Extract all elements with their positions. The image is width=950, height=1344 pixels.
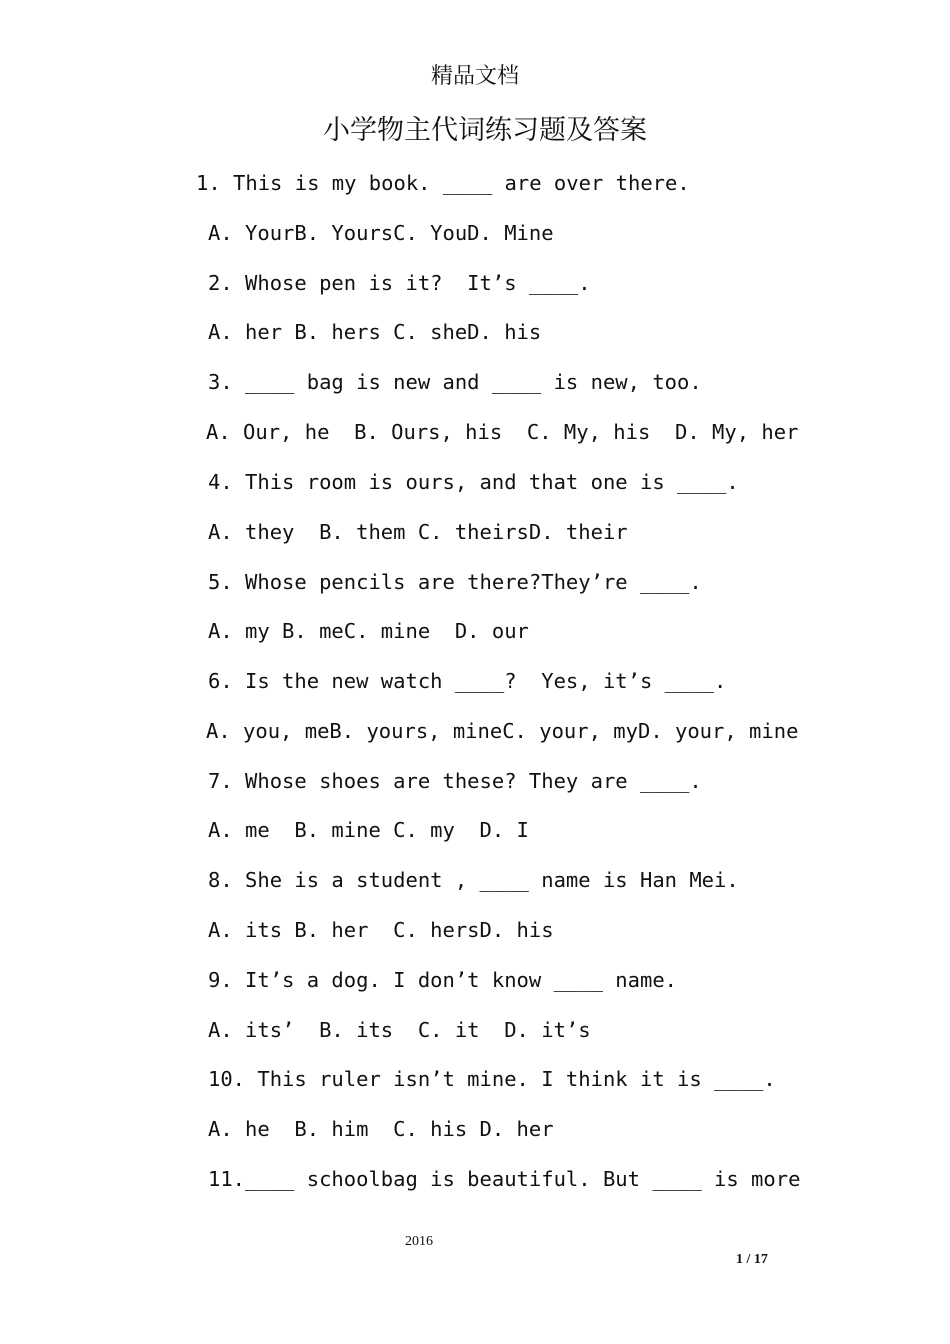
question-1: 1. This is my book. ____ are over there. bbox=[196, 171, 690, 195]
question-3: 3. ____ bag is new and ____ is new, too. bbox=[208, 370, 702, 394]
options-3: A. Our, he B. Ours, his C. My, his D. My, her bbox=[206, 420, 799, 444]
question-5: 5. Whose pencils are there?They’re ____. bbox=[208, 570, 702, 594]
options-5: A. my B. meC. mine D. our bbox=[208, 619, 529, 643]
question-9: 9. It’s a dog. I don’t know ____ name. bbox=[208, 968, 677, 992]
options-8: A. its B. her C. hersD. his bbox=[208, 918, 554, 942]
question-10: 10. This ruler isn’t mine. I think it is ____. bbox=[208, 1067, 776, 1091]
options-4: A. they B. them C. theirsD. their bbox=[208, 520, 628, 544]
options-2: A. her B. hers C. sheD. his bbox=[208, 320, 542, 344]
question-11: 11.____ schoolbag is beautiful. But ____ is more bbox=[208, 1167, 801, 1191]
question-7: 7. Whose shoes are these? They are ____. bbox=[208, 769, 702, 793]
header-label: 精品文档 bbox=[430, 64, 519, 89]
question-8: 8. She is a student , ____ name is Han Mei. bbox=[208, 868, 739, 892]
options-6: A. you, meB. yours, mineC. your, myD. your, mine bbox=[206, 719, 799, 743]
options-1: A. YourB. YoursC. YouD. Mine bbox=[208, 221, 554, 245]
question-2: 2. Whose pen is it? It’s ____. bbox=[208, 271, 591, 295]
options-10: A. he B. him C. his D. her bbox=[208, 1117, 554, 1141]
footer-year: 2016 bbox=[405, 1234, 433, 1249]
question-6: 6. Is the new watch ____? Yes, it’s ____. bbox=[208, 669, 727, 693]
options-7: A. me B. mine C. my D. I bbox=[208, 818, 529, 842]
options-9: A. its’ B. its C. it D. it’s bbox=[208, 1018, 591, 1042]
question-4: 4. This room is ours, and that one is ____. bbox=[208, 470, 739, 494]
document-title: 小学物主代词练习题及答案 bbox=[323, 115, 647, 146]
page-number: 1 / 17 bbox=[736, 1252, 768, 1267]
